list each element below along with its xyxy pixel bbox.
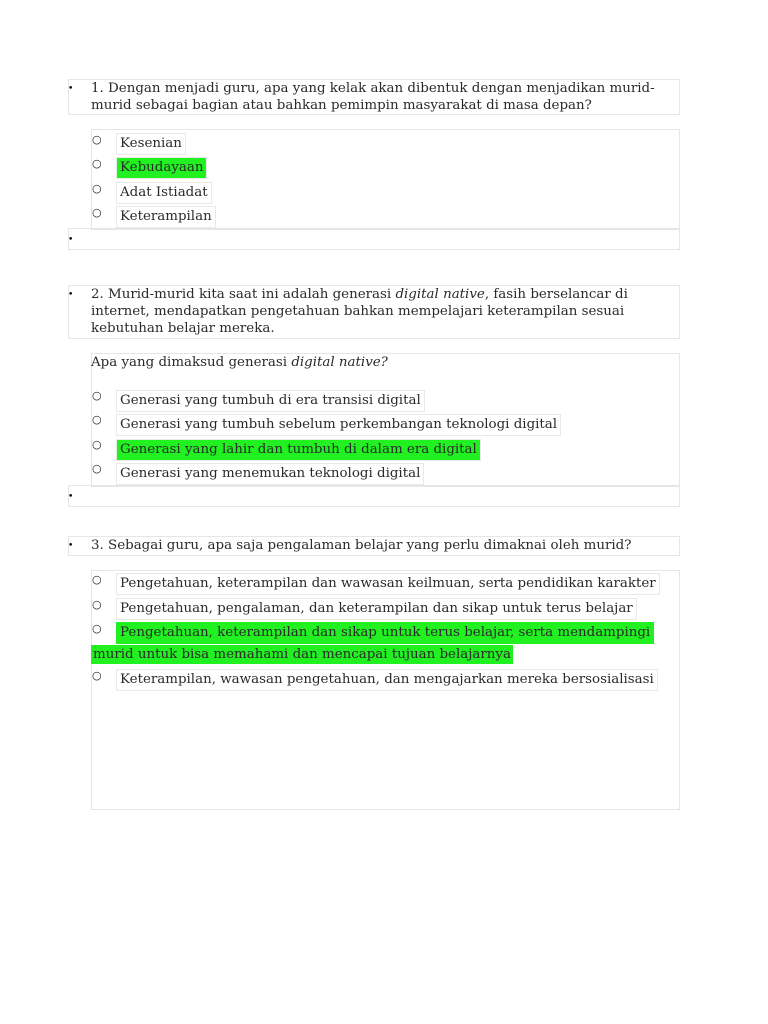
question-3-option-1[interactable]: Pengetahuan, keterampilan dan wawasan keilmuan, serta pendidikan karakter <box>116 573 660 595</box>
question-1-bullet: • <box>68 84 74 94</box>
question-2-option-1[interactable]: Generasi yang tumbuh di era transisi digital <box>116 390 425 412</box>
question-1-footer-bullet: • <box>68 235 74 245</box>
question-1-option-4-radio[interactable]: ○ <box>92 206 102 219</box>
question-2-option-2[interactable]: Generasi yang tumbuh sebelum perkembangan teknologi digital <box>116 414 561 436</box>
question-3-option-4[interactable]: Keterampilan, wawasan pengetahuan, dan mengajarkan mereka bersosialisasi <box>116 669 658 691</box>
question-2-text-start: 2. Murid-murid kita saat ini adalah generasi <box>91 287 396 302</box>
question-1-option-2-radio[interactable]: ○ <box>92 157 102 170</box>
question-3-text: 3. Sebagai guru, apa saja pengalaman belajar yang perlu dimaknai oleh murid? <box>91 538 632 553</box>
question-2-option-1-radio[interactable]: ○ <box>92 389 102 402</box>
question-2-footer <box>68 485 680 507</box>
question-1-option-1-radio[interactable]: ○ <box>92 133 102 146</box>
question-2-footer-bullet: • <box>68 492 74 502</box>
question-2-option-3[interactable]: Generasi yang lahir dan tumbuh di dalam era digital <box>116 439 481 461</box>
question-3-bullet: • <box>68 541 74 551</box>
question-3-option-4-radio[interactable]: ○ <box>92 669 102 682</box>
question-1-option-3[interactable]: Adat Istiadat <box>116 182 212 204</box>
question-1-option-1[interactable]: Kesenian <box>116 133 186 155</box>
question-2-prompt-start: Apa yang dimaksud generasi <box>91 355 292 370</box>
question-2-prompt-italic: digital native? <box>291 355 388 370</box>
question-3-option-3-continuation[interactable]: murid untuk bisa memahami dan mencapai tujuan belajarnya <box>93 647 511 662</box>
question-1-option-4[interactable]: Keterampilan <box>116 206 216 228</box>
question-2-text-end: , fasih berselancar di internet, mendapatkan pengetahuan bahkan mempelajari keterampilan sesuai kebutuhan belajar mereka. <box>91 287 628 336</box>
question-2-option-4-radio[interactable]: ○ <box>92 462 102 475</box>
question-3-option-3-radio[interactable]: ○ <box>92 622 102 635</box>
question-3-option-1-radio[interactable]: ○ <box>92 573 102 586</box>
question-2-option-2-radio[interactable]: ○ <box>92 413 102 426</box>
question-2-text-italic: digital native <box>395 287 485 302</box>
question-3-option-2-radio[interactable]: ○ <box>92 598 102 611</box>
question-3-option-2[interactable]: Pengetahuan, pengalaman, dan keterampilan dan sikap untuk terus belajar <box>116 598 637 620</box>
question-1-option-3-radio[interactable]: ○ <box>92 182 102 195</box>
question-1-text: 1. Dengan menjadi guru, apa yang kelak akan dibentuk dengan menjadikan murid-murid sebagai bagian atau bahkan pemimpin masyarakat di masa depan? <box>91 81 655 113</box>
question-1-option-2[interactable]: Kebudayaan <box>116 157 207 179</box>
question-2-option-4[interactable]: Generasi yang menemukan teknologi digital <box>116 463 424 485</box>
question-2-text <box>91 286 674 337</box>
question-3-option-3[interactable]: Pengetahuan, keterampilan dan sikap untuk terus belajar, serta mendampingi <box>116 622 654 644</box>
question-2-bullet: • <box>68 290 74 300</box>
question-2-option-3-radio[interactable]: ○ <box>92 438 102 451</box>
question-2-prompt <box>91 354 674 371</box>
question-1-footer <box>68 228 680 250</box>
